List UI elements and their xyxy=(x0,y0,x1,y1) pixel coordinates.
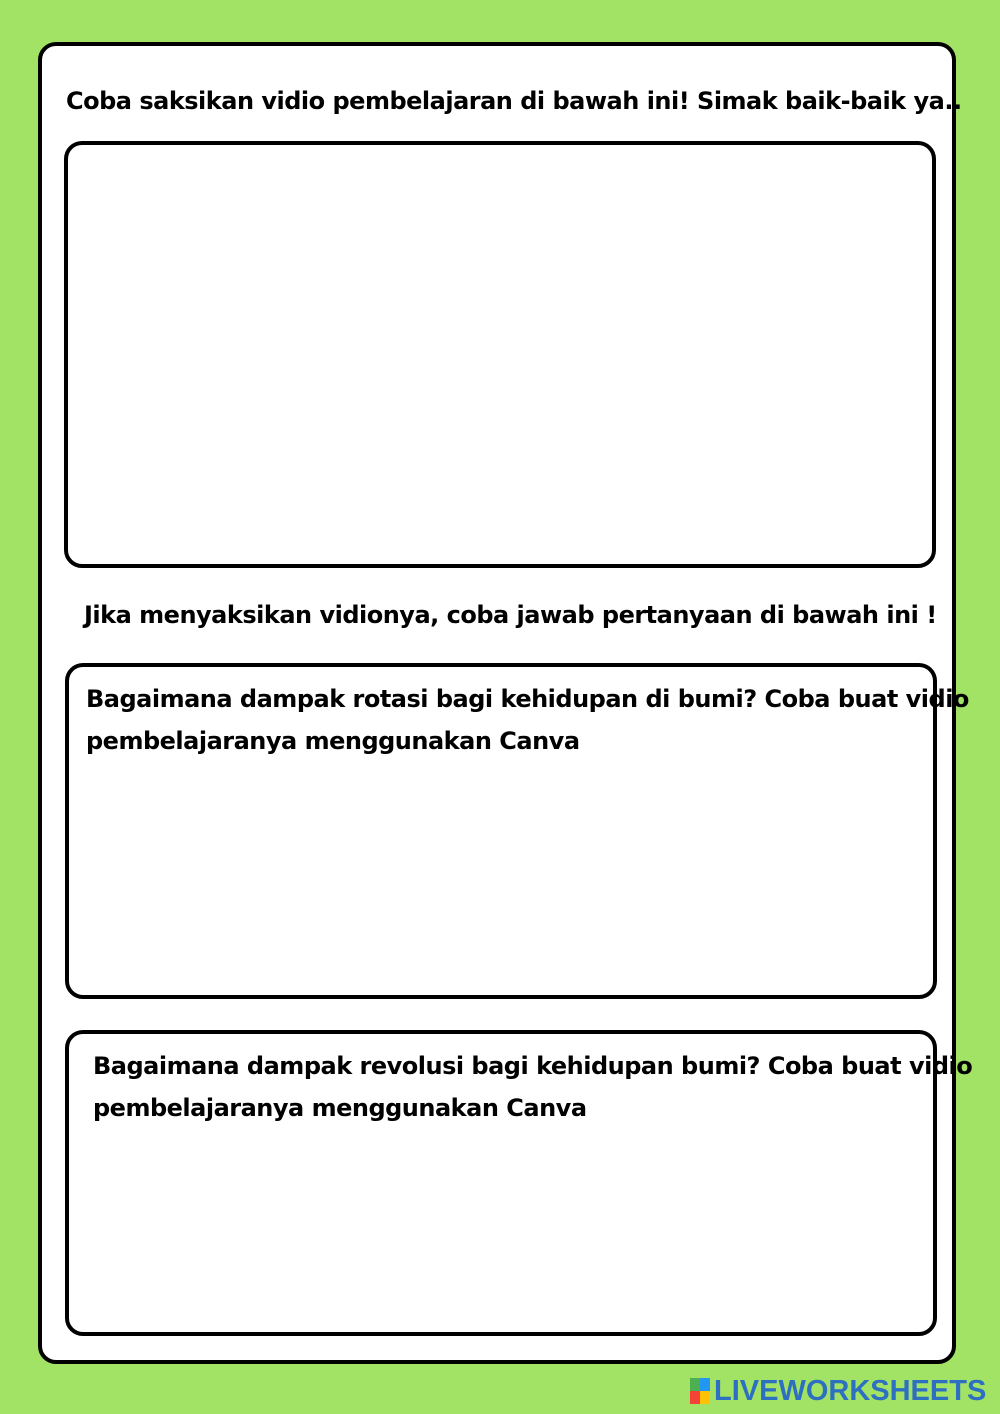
question-2-line-2: pembelajaranya menggunakan Canva xyxy=(93,1094,587,1122)
instruction-text: Jika menyaksikan vidionya, coba jawab pertanyaan di bawah ini ! xyxy=(84,601,937,629)
watermark-text: LIVEWORKSHEETS xyxy=(714,1374,987,1407)
intro-text: Coba saksikan vidio pembelajaran di bawah ini! Simak baik-baik ya.. xyxy=(66,87,962,115)
video-embed-frame[interactable] xyxy=(64,141,936,568)
question-1-line-1: Bagaimana dampak rotasi bagi kehidupan di bumi? Coba buat vidio xyxy=(86,685,969,713)
liveworksheets-logo-icon xyxy=(690,1378,710,1404)
liveworksheets-logo xyxy=(690,1374,986,1408)
question-1-line-2: pembelajaranya menggunakan Canva xyxy=(86,727,580,755)
question-2-line-1: Bagaimana dampak revolusi bagi kehidupan bumi? Coba buat vidio xyxy=(93,1052,973,1080)
